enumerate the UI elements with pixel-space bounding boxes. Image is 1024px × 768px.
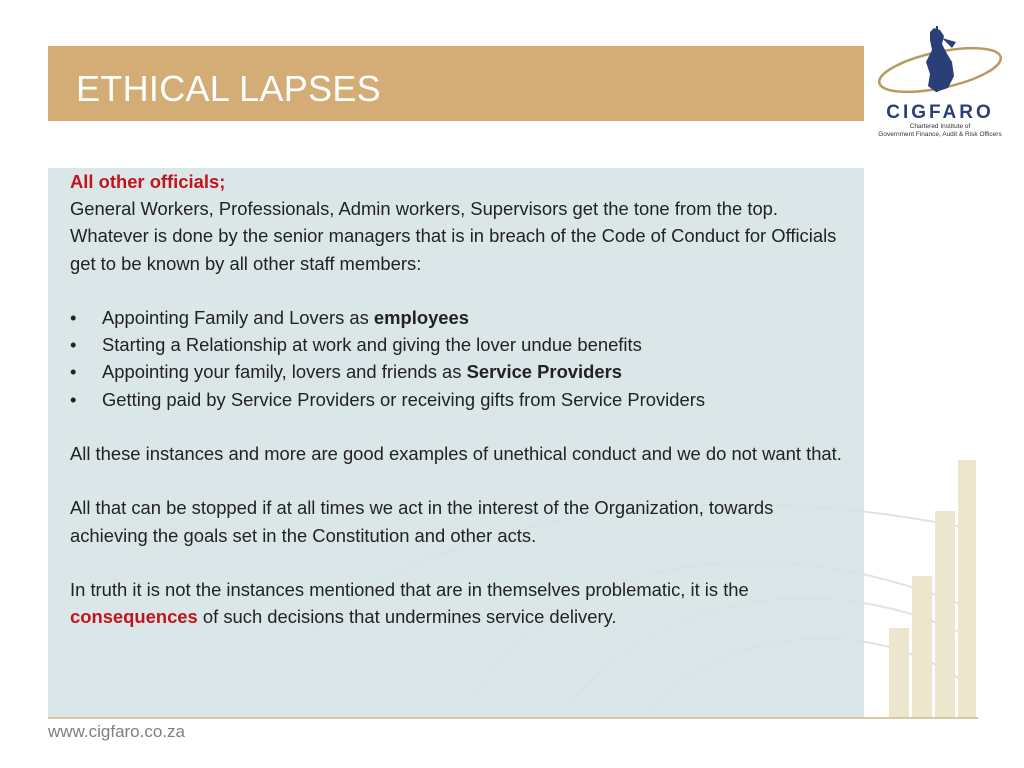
consequences-highlight: consequences (70, 606, 198, 628)
footer-url: www.cigfaro.co.za (48, 722, 185, 741)
bullet-list (70, 304, 850, 413)
bullet-item: • Appointing your family, lovers and friends as Service Providers (70, 358, 850, 385)
paragraph-unethical-conduct: All these instances and more are good examples of unethical conduct and we do not want that. (70, 443, 842, 464)
bullet-item: • Starting a Relationship at work and giving the lover undue benefits (70, 331, 850, 358)
decorative-bars (889, 460, 976, 718)
cigfaro-logo (872, 22, 1008, 140)
bullet-item: • Getting paid by Service Providers or receiving gifts from Service Providers (70, 386, 850, 413)
logo-subtitle (872, 123, 1008, 139)
footer-divider (48, 717, 978, 719)
paragraph-organization-interest: All that can be stopped if at all times we act in the interest of the Organization, towards achieving the goals set in the Constitution and other acts. (70, 497, 774, 546)
logo-subtitle-line2: Government Finance, Audit & Risk Officers (878, 131, 1002, 138)
content-body (70, 168, 850, 630)
slide-title: ETHICAL LAPSES (76, 68, 381, 109)
title-bar (48, 46, 864, 121)
bullet-item: • Appointing Family and Lovers as employees (70, 304, 850, 331)
logo-subtitle-line1: Chartered Institute of (909, 123, 971, 130)
logo-name: CIGFARO (886, 102, 994, 123)
logo-emblem-icon (872, 22, 1008, 102)
content-heading: All other officials; (70, 171, 226, 192)
paragraph-consequences: In truth it is not the instances mentioned that are in themselves problematic, it is the consequences of such decisions that undermines service delivery. (70, 578, 749, 628)
intro-paragraph: General Workers, Professionals, Admin workers, Supervisors get the tone from the top. Whatever is done by the senior managers that is in breach of the Code of Conduct for Officials get to be known by all other staff members: (70, 198, 837, 274)
